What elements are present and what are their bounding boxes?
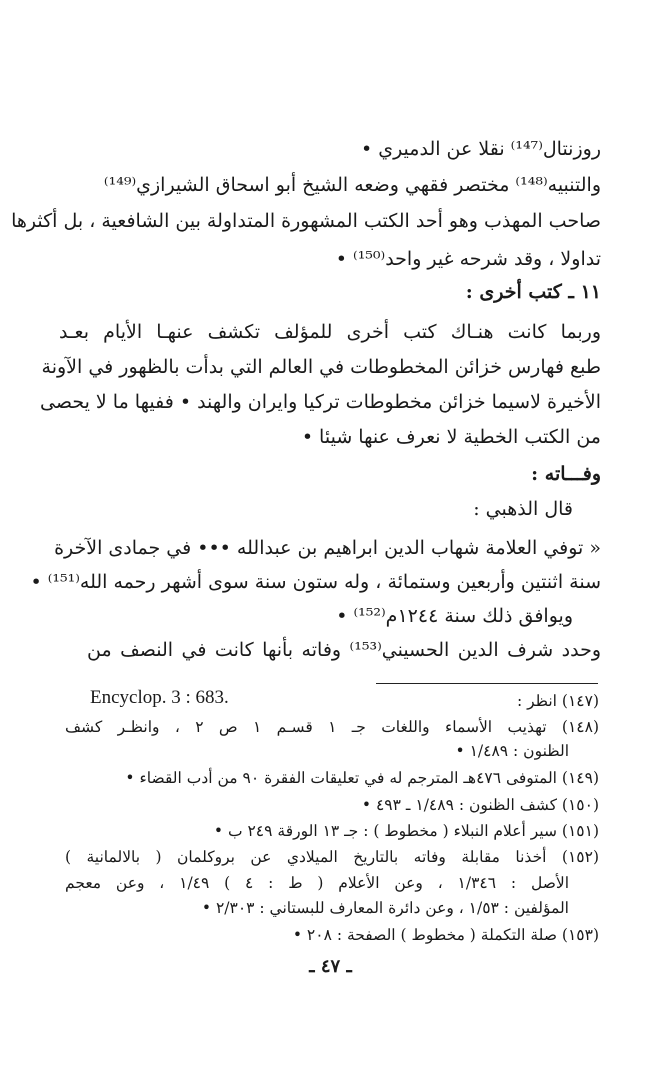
footnote-latin-reference: Encyclop. 3 : 683. <box>90 687 229 708</box>
quote-line: « توفي العلامة شهاب الدين ابراهيم بن عبدالله ••• في جمادى الآخرة <box>54 537 601 559</box>
quote-line: سنة اثنتين وأربعين وستمائة ، وله ستون سنة سوى أشهر رحمه الله⁽¹⁵¹⁾ • <box>30 571 601 593</box>
footnote: (١٥١) سير أعلام النبلاء ( مخطوط ) : جـ ١٣ الورقة ٢٤٩ ب • <box>213 822 599 840</box>
body-line: طبع فهارس خزائن المخطوطات في العالم التي بدأت بالظهور في الآونة <box>41 356 601 378</box>
footnote: الأصل : ١/٣٤٦ ، وعن الأعلام ( ط : ٤ ) ١/٤٩ ، وعن معجم <box>65 874 570 892</box>
body-line: من الكتب الخطية لا نعرف عنها شيئا • <box>301 426 601 448</box>
body-line: تداولا ، وقد شرحه غير واحد⁽¹⁵⁰⁾ • <box>335 248 601 270</box>
body-line: وربما كانت هنـاك كتب أخرى للمؤلف تكشف عنهـا الأيام بعـد <box>59 321 601 343</box>
body-line: الأخيرة لاسيما خزائن مخطوطات تركيا وايران والهند • ففيها ما لا يحصى <box>40 391 601 413</box>
body-line: صاحب المهذب وهو أحد الكتب المشهورة المتداولة بين الشافعية ، بل أكثرها <box>11 210 601 232</box>
page-number: ـ ٤٧ ـ <box>309 956 352 977</box>
footnote: (١٤٨) تهذيب الأسماء واللغات جـ ١ قسـم ١ ص ٢ ، وانظـر كشف <box>65 718 600 736</box>
footnote-separator <box>376 683 598 684</box>
footnote: الظنون : ١/٤٨٩ • <box>455 742 569 760</box>
section-heading: وفـــاته : <box>531 463 601 485</box>
footnote: (١٥٠) كشف الظنون : ١/٤٨٩ ـ ٤٩٣ • <box>361 796 599 814</box>
footnote: المؤلفين : ١/٥٣ ، وعن دائرة المعارف للبستاني : ٢/٣٠٣ • <box>201 899 569 917</box>
section-heading: ١١ ـ كتب أخرى : <box>465 281 601 303</box>
body-line: والتنبيه⁽¹⁴⁸⁾ مختصر فقهي وضعه الشيخ أبو اسحاق الشيرازي⁽¹⁴⁹⁾ <box>103 174 601 196</box>
footnote: (١٥٣) صلة التكملة ( مخطوط ) الصفحة : ٢٠٨ • <box>292 926 599 944</box>
body-line: روزنتال⁽¹⁴⁷⁾ نقلا عن الدميري • <box>360 138 601 160</box>
footnote: (١٥٢) أخذنا مقابلة وفاته بالتاريخ الميلادي عن بروكلمان ( بالالمانية ) <box>65 848 599 866</box>
footnote: (١٤٩) المتوفى ٤٧٦هـ المترجم له في تعليقات الفقرة ٩٠ من أدب القضاء • <box>125 769 599 787</box>
body-line: ويوافق ذلك سنة ١٢٤٤م⁽¹⁵²⁾ • <box>336 605 573 627</box>
body-line: قال الذهبي : <box>473 498 573 520</box>
body-line: وحدد شرف الدين الحسيني⁽¹⁵³⁾ وفاته بأنها كانت في النصف من <box>87 639 601 661</box>
footnote: (١٤٧) انظر : <box>516 692 599 710</box>
